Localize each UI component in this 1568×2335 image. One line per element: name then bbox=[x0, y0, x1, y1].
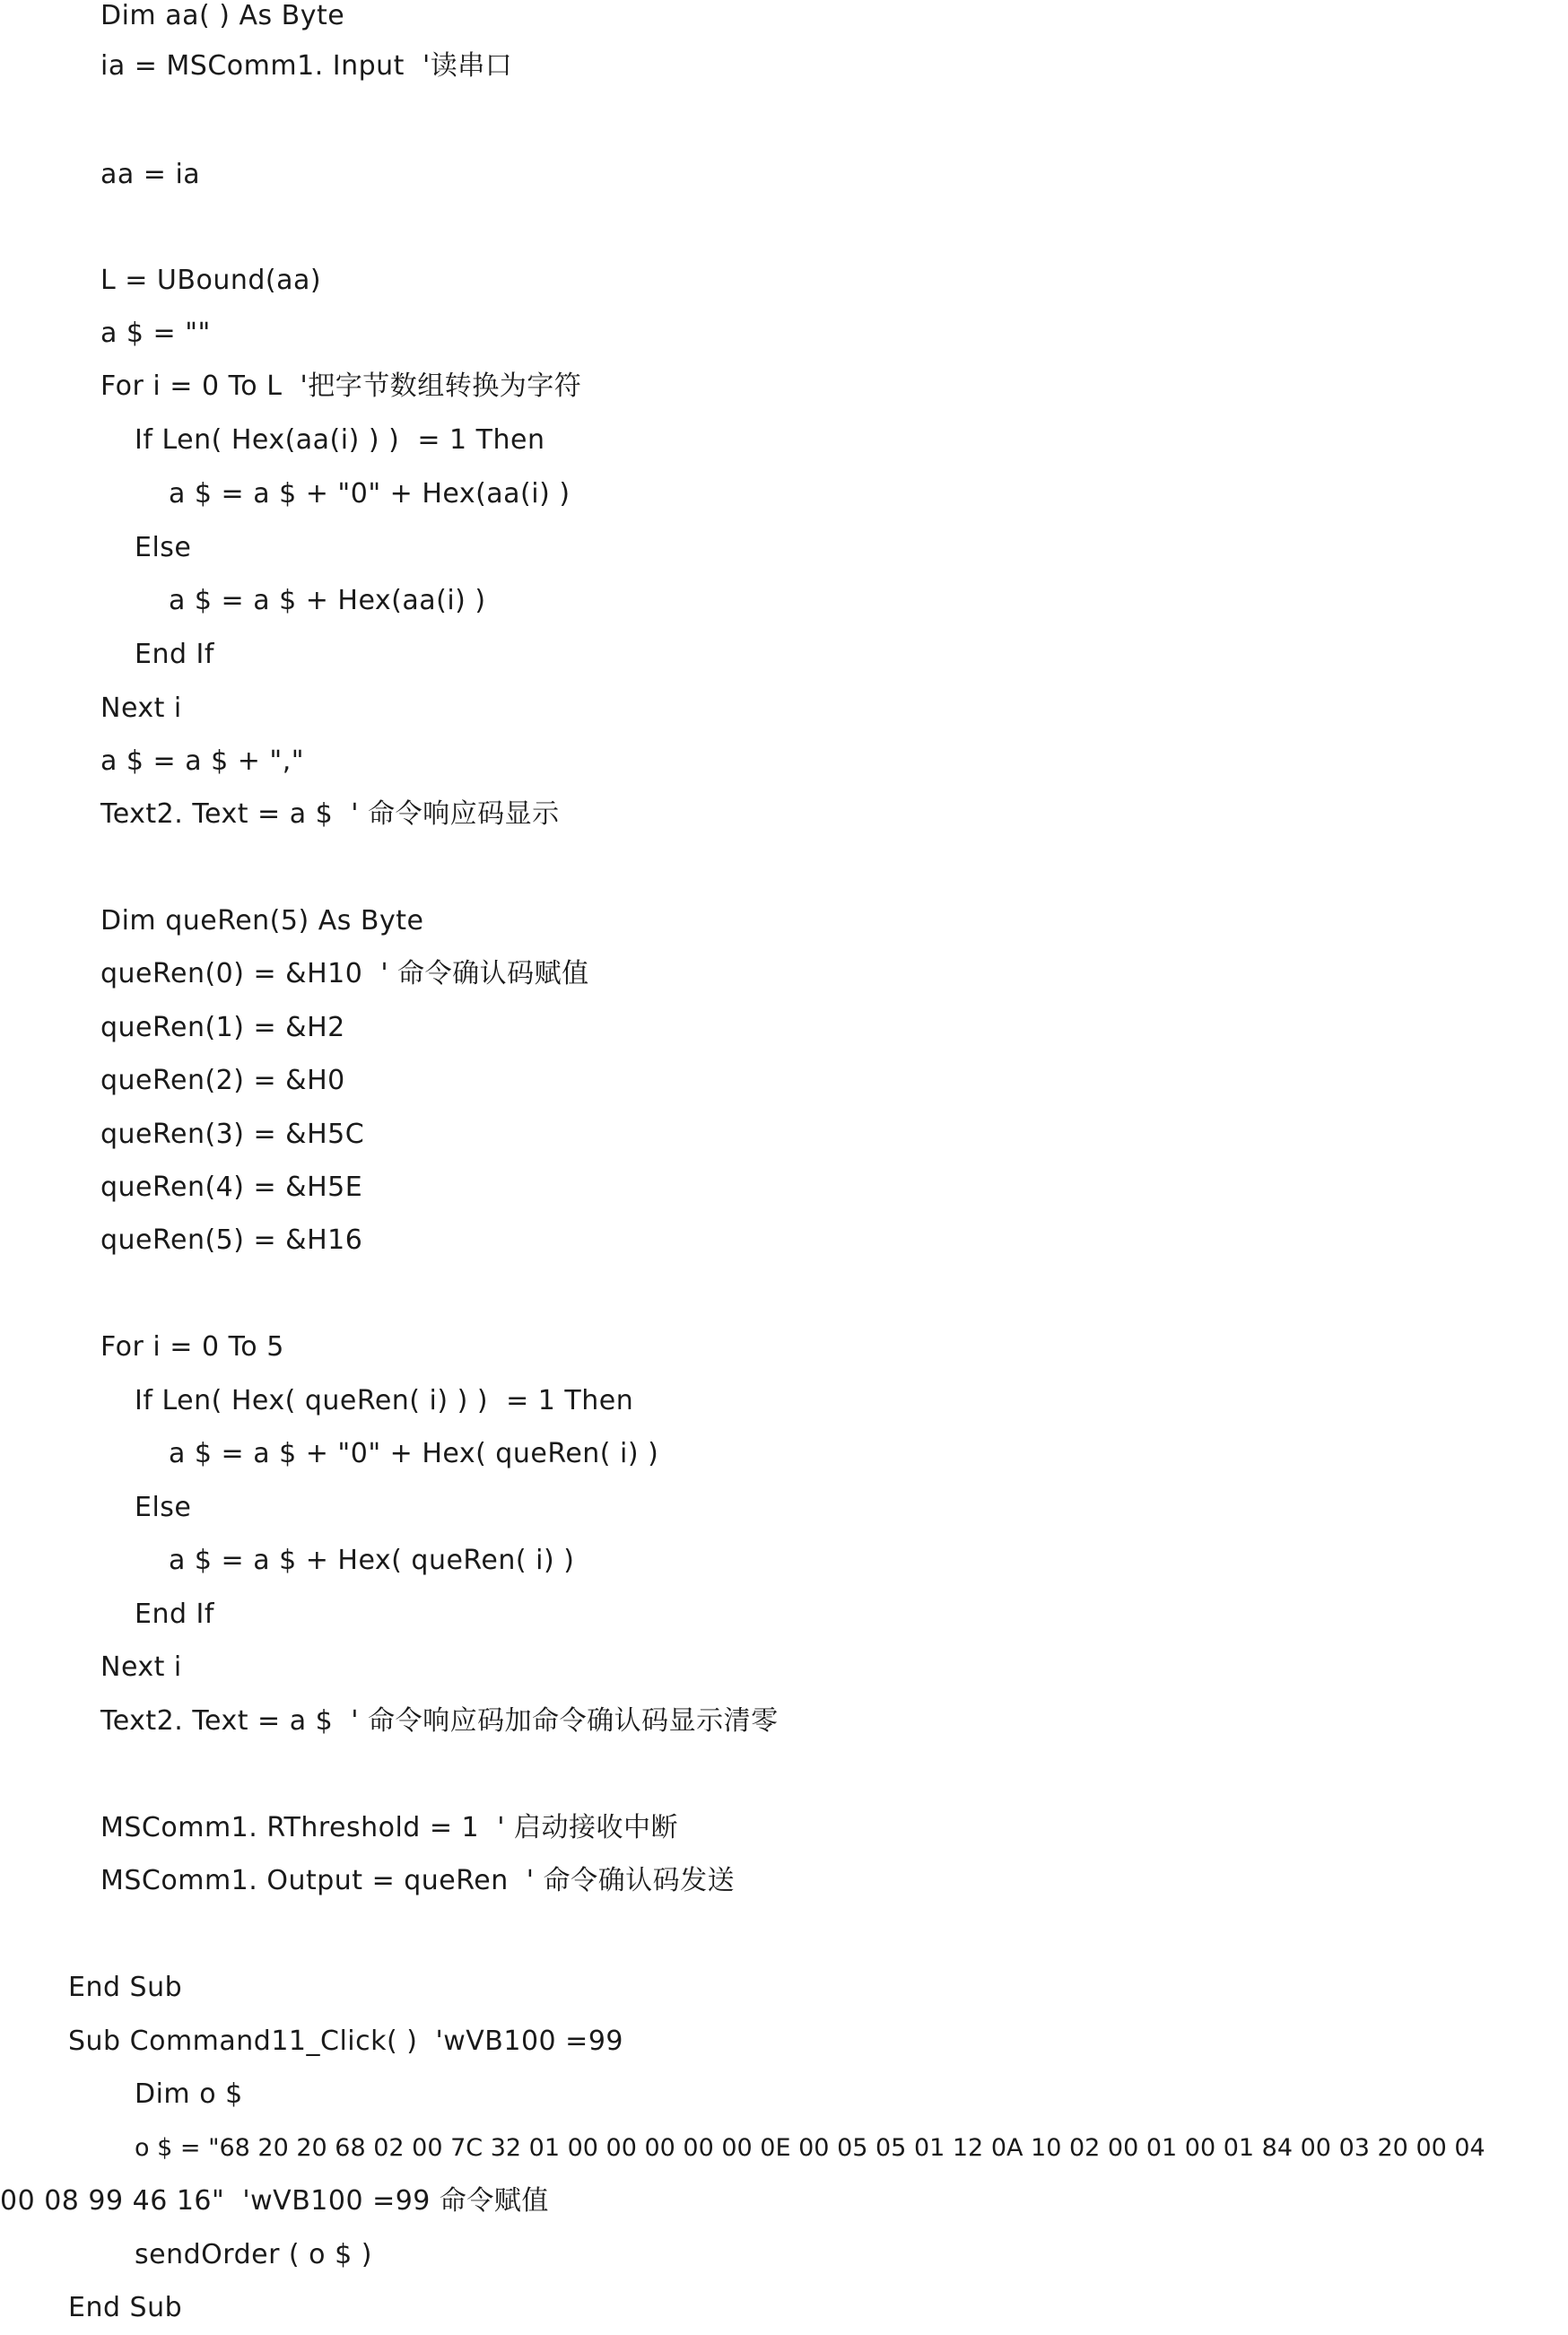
code-line: ia = MSComm1. Input '读串口 bbox=[100, 50, 513, 82]
code-line: a $ = a $ + "," bbox=[100, 745, 305, 777]
code-line: aa = ia bbox=[100, 159, 201, 190]
code-line: End Sub bbox=[68, 1972, 183, 2003]
code-line: Next i bbox=[100, 693, 182, 724]
code-line: Next i bbox=[100, 1651, 182, 1683]
code-line: End Sub bbox=[68, 2292, 183, 2323]
code-line bbox=[0, 1747, 1568, 1801]
code-line bbox=[0, 94, 1568, 148]
code-line bbox=[0, 1908, 1568, 1962]
code-line: sendOrder ( o $ ) bbox=[135, 2239, 372, 2270]
code-line: a $ = a $ + Hex( queRen( i) ) bbox=[169, 1545, 575, 1576]
code-line: Dim o $ bbox=[135, 2078, 243, 2110]
code-line: Text2. Text = a $ ' 命令响应码加命令确认码显示清零 bbox=[100, 1705, 779, 1737]
code-line: queRen(4) = &H5E bbox=[100, 1172, 363, 1203]
code-line: If Len( Hex(aa(i) ) ) = 1 Then bbox=[135, 424, 545, 456]
code-line: MSComm1. Output = queRen ' 命令确认码发送 bbox=[100, 1865, 736, 1896]
code-line: a $ = a $ + "0" + Hex(aa(i) ) bbox=[169, 478, 571, 510]
code-line bbox=[0, 841, 1568, 895]
code-line: End If bbox=[135, 1599, 214, 1630]
code-line: Sub Command11_Click( ) 'wVB100 =99 bbox=[68, 2026, 623, 2057]
code-line: MSComm1. RThreshold = 1 ' 启动接收中断 bbox=[100, 1812, 678, 1843]
code-line: queRen(3) = &H5C bbox=[100, 1119, 365, 1150]
code-line: For i = 0 To 5 bbox=[100, 1331, 284, 1363]
code-line: End If bbox=[135, 639, 214, 670]
code-line: 00 08 99 46 16" 'wVB100 =99 命令赋值 bbox=[0, 2185, 549, 2217]
code-line: Text2. Text = a $ ' 命令响应码显示 bbox=[100, 798, 560, 830]
code-line: Else bbox=[135, 1492, 192, 1523]
code-line: Dim queRen(5) As Byte bbox=[100, 905, 424, 937]
code-line: queRen(2) = &H0 bbox=[100, 1065, 345, 1096]
code-line: queRen(5) = &H16 bbox=[100, 1224, 363, 1256]
code-line: For i = 0 To L '把字节数组转换为字符 bbox=[100, 370, 582, 402]
code-line bbox=[0, 202, 1568, 256]
code-line bbox=[0, 1268, 1568, 1321]
code-line: o $ = "68 20 20 68 02 00 7C 32 01 00 00 00 00 00 0E 00 05 05 01 12 0A 10 02 00 01 00 01 84 00 03 20 00 04 bbox=[135, 2134, 1485, 2162]
code-line: L = UBound(aa) bbox=[100, 265, 322, 296]
code-line: a $ = a $ + "0" + Hex( queRen( i) ) bbox=[169, 1438, 659, 1469]
code-line: If Len( Hex( queRen( i) ) ) = 1 Then bbox=[135, 1385, 634, 1416]
code-line: queRen(0) = &H10 ' 命令确认码赋值 bbox=[100, 958, 589, 989]
code-line: a $ = a $ + Hex(aa(i) ) bbox=[169, 585, 486, 616]
code-line: Dim aa( ) As Byte bbox=[100, 0, 345, 31]
code-line: Else bbox=[135, 532, 192, 563]
code-line: queRen(1) = &H2 bbox=[100, 1012, 345, 1043]
code-line: a $ = "" bbox=[100, 318, 211, 349]
